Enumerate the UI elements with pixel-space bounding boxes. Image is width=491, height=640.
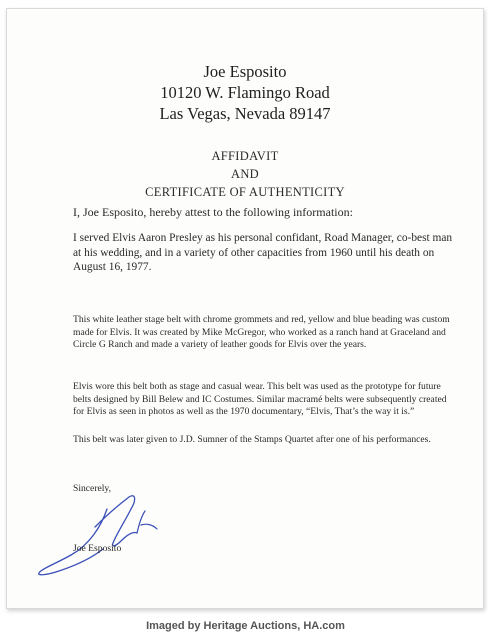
belt-usage-paragraph: Elvis wore this belt both as stage and casual wear. This belt was used as the prototype for future belts designed by Bill Belew and IC Costumes. Similar macramé belts were subsequently created for Elvis as seen in photos as well as the 1970 documentary, “Elvis, That’s the way it is.” — [73, 381, 447, 418]
handwritten-signature — [37, 487, 167, 577]
belt-provenance-paragraph: This belt was later given to J.D. Sumner of the Stamps Quartet after one of his performances. — [73, 434, 431, 445]
image-credit-footer: Imaged by Heritage Auctions, HA.com — [146, 620, 345, 632]
belt-description-paragraph: This white leather stage belt with chrome grommets and red, yellow and blue beading was custom made for Elvis. It was created by Mike McGregor, who worked as a ranch hand at Graceland and Circle G Ranch and made a variety of leather goods for Elvis over the years. — [73, 314, 450, 351]
service-paragraph: I served Elvis Aaron Presley as his personal confidant, Road Manager, co-best man at his wedding, and in a variety of other capacities from 1960 until his death on August 16, 1977. — [73, 232, 453, 273]
attestation-text: I, Joe Esposito, hereby attest to the following information: — [73, 205, 353, 219]
signature-name: Joe Esposito — [73, 543, 122, 554]
letterhead-name: Joe Esposito — [203, 62, 287, 81]
title-line-3: CERTIFICATE OF AUTHENTICITY — [145, 185, 345, 199]
title-line-2: AND — [231, 167, 259, 181]
document-title — [7, 147, 483, 201]
letterhead — [7, 61, 483, 124]
title-line-1: AFFIDAVIT — [211, 149, 279, 163]
letterhead-street: 10120 W. Flamingo Road — [160, 83, 330, 102]
closing-text: Sincerely, — [73, 483, 112, 494]
document-page — [6, 8, 484, 609]
letterhead-city: Las Vegas, Nevada 89147 — [159, 104, 331, 123]
